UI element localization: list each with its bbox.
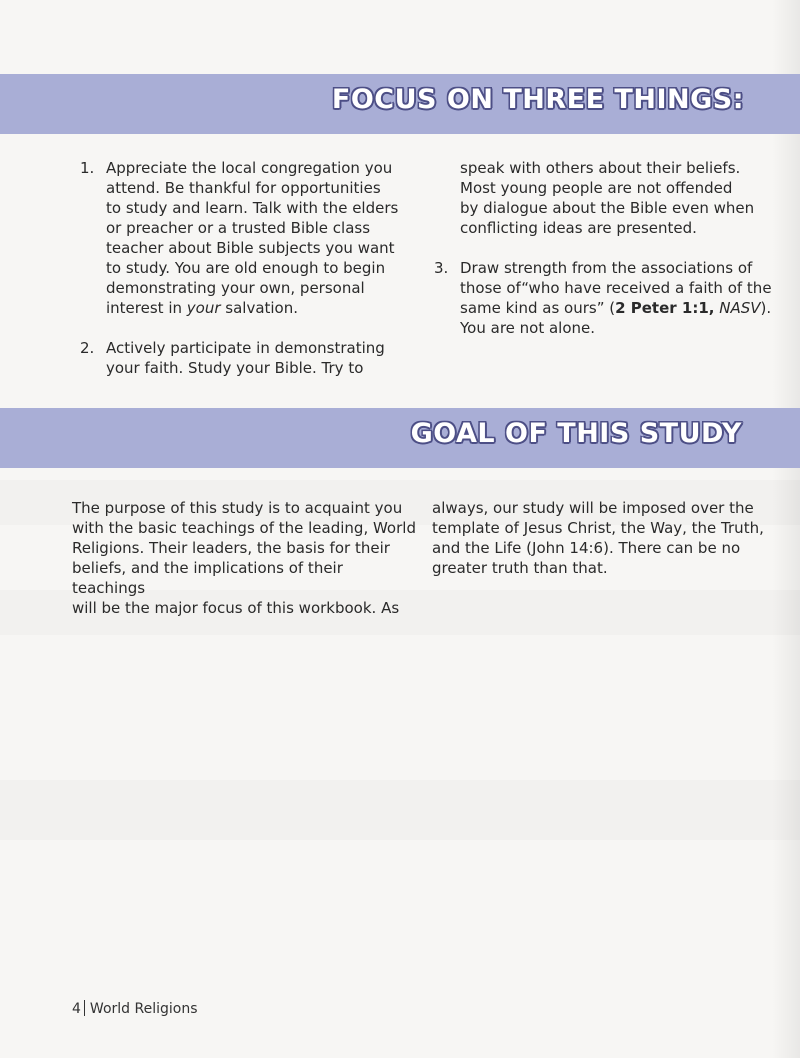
page-footer <box>72 1000 198 1017</box>
list-item <box>78 338 408 378</box>
goal-banner <box>0 408 800 468</box>
show-through-band <box>0 780 800 840</box>
paragraph-line: always, our study will be imposed over the <box>432 499 754 517</box>
emphasis-text: your <box>186 299 221 317</box>
item-line: demonstrating your own, personal <box>106 279 365 297</box>
focus-list-continued <box>432 258 777 338</box>
paragraph-line: greater truth than that. <box>432 559 608 577</box>
item-line: Draw strength from the associations of <box>460 259 753 277</box>
bible-version: NASV <box>719 299 761 317</box>
item-line: or preacher or a trusted Bible class <box>106 219 371 237</box>
goal-heading: GOAL OF THIS STUDY <box>410 418 742 449</box>
item-line: attend. Be thankful for opportunities <box>106 179 381 197</box>
focus-right-column <box>432 158 777 338</box>
list-number: 2. <box>80 339 95 357</box>
focus-heading: FOCUS ON THREE THINGS: <box>331 84 744 115</box>
paragraph-line: will be the major focus of this workbook. As <box>72 599 400 617</box>
focus-banner <box>0 74 800 134</box>
item-text: interest in <box>106 299 187 317</box>
focus-left-column <box>78 158 408 378</box>
list-item-continued <box>432 158 777 238</box>
goal-left-column <box>72 498 417 618</box>
paragraph-line: and the Life (John 14:6). There can be no <box>432 539 741 557</box>
item-text: ). <box>760 299 772 317</box>
list-number: 1. <box>80 159 95 177</box>
item-line: teacher about Bible subjects you want <box>106 239 395 257</box>
item-line: Actively participate in demonstrating <box>106 339 385 357</box>
goal-right-column <box>432 498 777 578</box>
list-item <box>432 258 777 338</box>
paragraph-line: Religions. Their leaders, the basis for their <box>72 539 390 557</box>
item-line: to study. You are old enough to begin <box>106 259 386 277</box>
footer-divider <box>84 1000 85 1016</box>
item-line: speak with others about their beliefs. <box>460 159 741 177</box>
scripture-reference: 2 Peter 1:1, <box>615 299 715 317</box>
list-item <box>78 158 408 318</box>
focus-list <box>78 158 408 378</box>
paragraph-line: with the basic teachings of the leading, World <box>72 519 416 537</box>
item-line <box>106 298 408 318</box>
page-number: 4 <box>72 1001 81 1017</box>
item-text: salvation. <box>220 299 299 317</box>
item-line: by dialogue about the Bible even when <box>460 199 755 217</box>
paragraph-line: template of Jesus Christ, the Way, the Truth, <box>432 519 764 537</box>
paragraph-line: The purpose of this study is to acquaint you <box>72 499 403 517</box>
item-line: to study and learn. Talk with the elders <box>106 199 399 217</box>
list-number: 3. <box>434 259 449 277</box>
item-line: Appreciate the local congregation you <box>106 159 393 177</box>
item-line: your faith. Study your Bible. Try to <box>106 359 364 377</box>
item-line: conflicting ideas are presented. <box>460 219 697 237</box>
item-line: You are not alone. <box>460 319 596 337</box>
item-line: those of“who have received a faith of the <box>460 279 772 297</box>
item-line <box>460 298 777 318</box>
paragraph-line: beliefs, and the implications of their teachings <box>72 559 343 597</box>
item-text: same kind as ours” ( <box>460 299 616 317</box>
book-title: World Religions <box>89 1001 198 1017</box>
item-line: Most young people are not offended <box>460 179 733 197</box>
